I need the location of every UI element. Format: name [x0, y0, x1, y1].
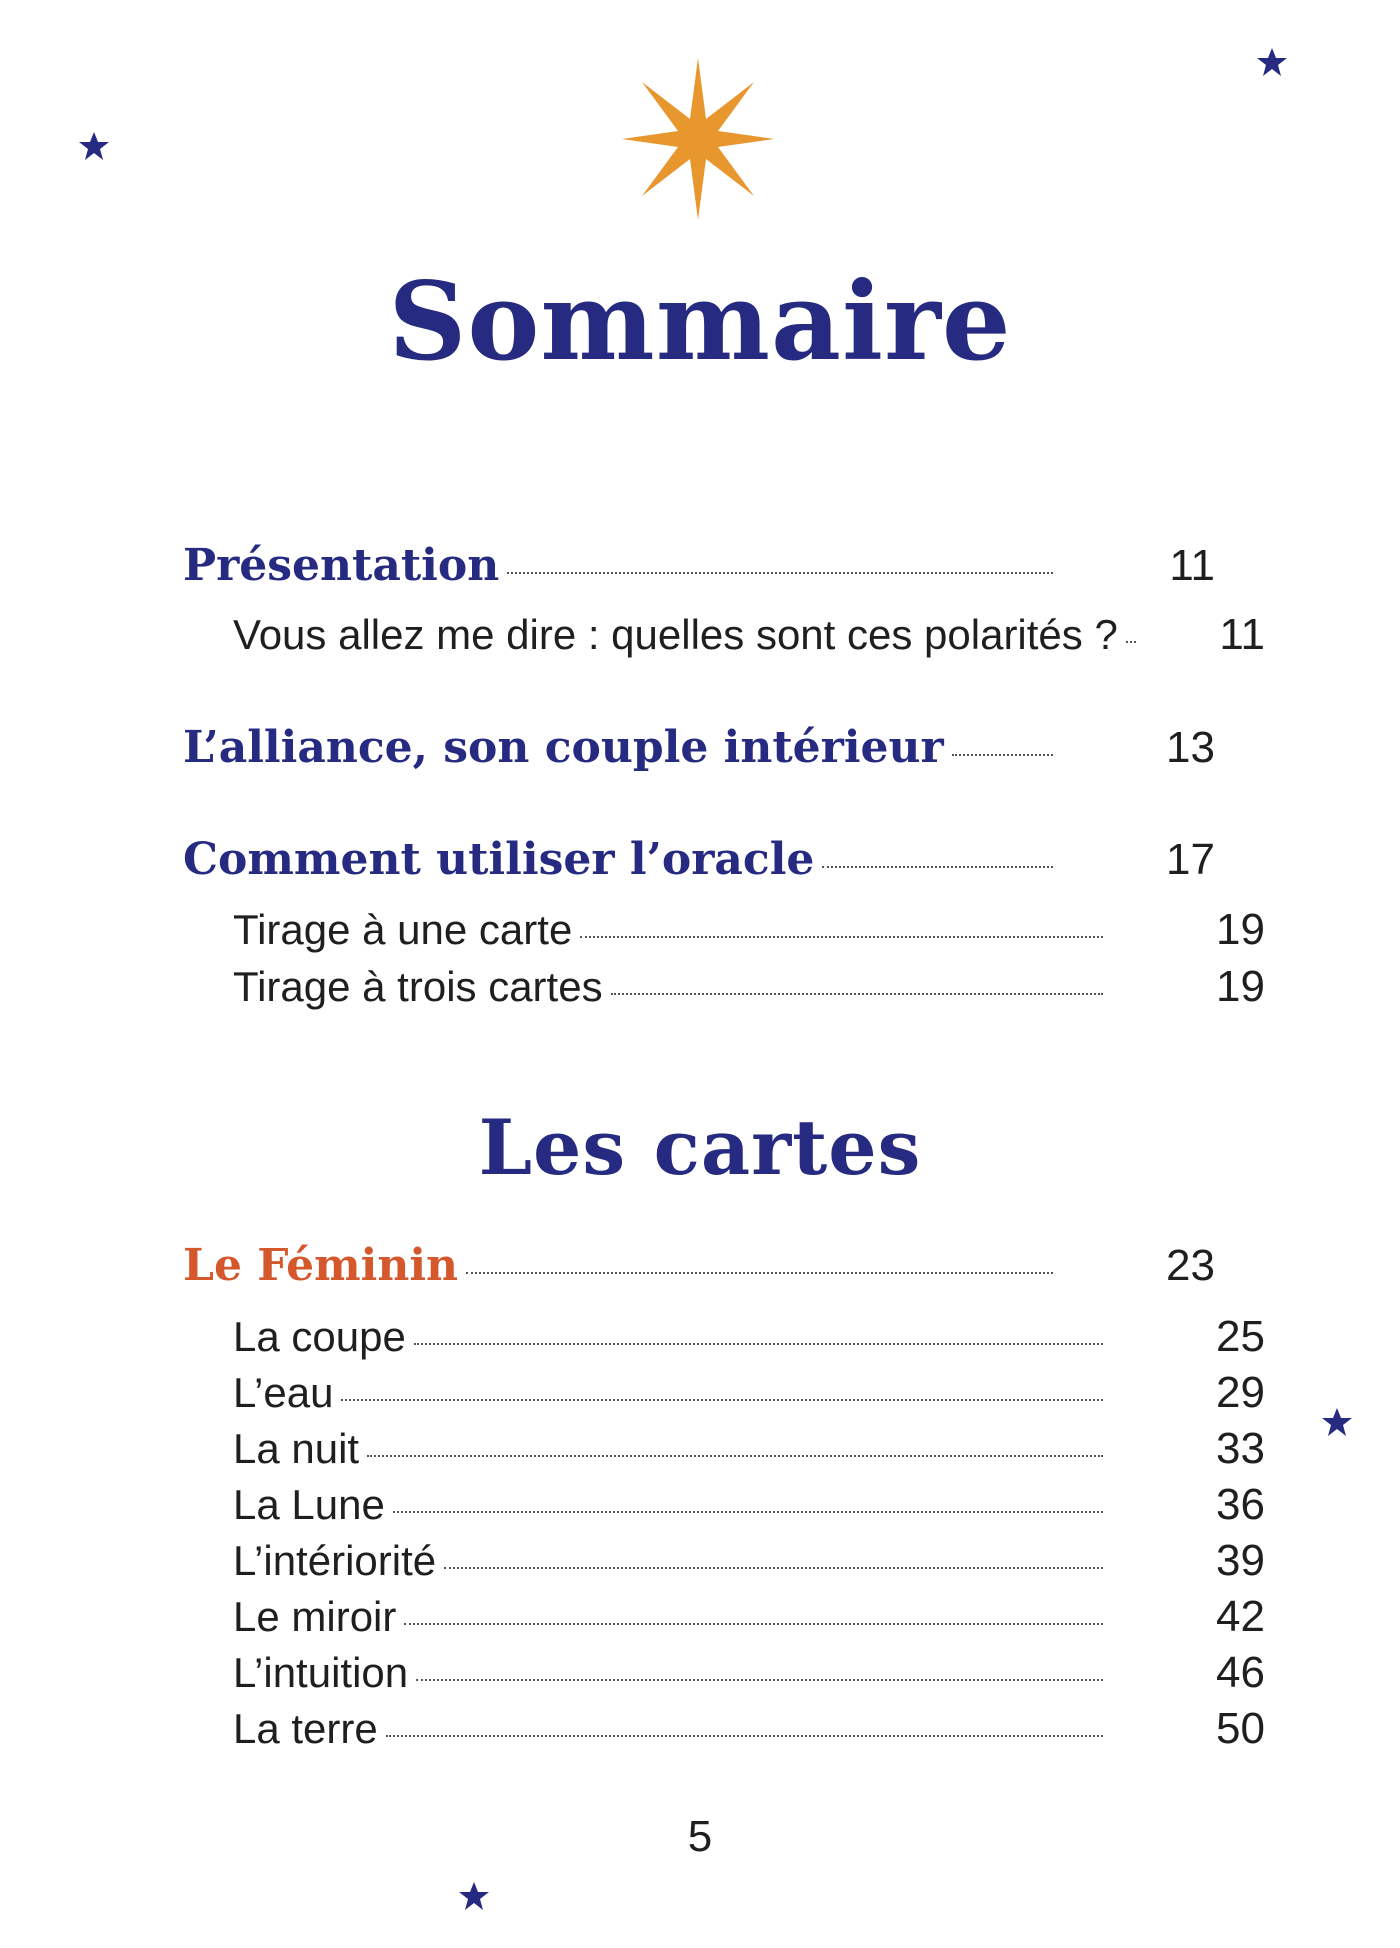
- toc-entry[interactable]: [183, 1592, 1265, 1642]
- toc-page-number: 42: [1216, 1592, 1265, 1641]
- leader-dots: [466, 1272, 1053, 1274]
- toc-entry[interactable]: [183, 1312, 1265, 1362]
- toc-page-number: 29: [1216, 1368, 1265, 1417]
- toc-heading[interactable]: [183, 722, 1215, 773]
- toc-entry-label: L’intuition: [233, 1649, 409, 1696]
- toc-entry-label: Vous allez me dire : quelles sont ces polarités ?: [233, 611, 1118, 658]
- toc-page-number: 39: [1216, 1536, 1265, 1585]
- toc-entry-label: La terre: [233, 1705, 378, 1752]
- leader-dots: [611, 993, 1103, 995]
- leader-dots: [580, 936, 1103, 938]
- leader-dots: [414, 1343, 1103, 1345]
- toc-page-number: 50: [1216, 1704, 1265, 1753]
- toc-page-number: 46: [1216, 1648, 1265, 1697]
- toc-page-number: 36: [1216, 1480, 1265, 1529]
- leader-dots: [386, 1735, 1103, 1737]
- small-star-icon: [457, 1880, 491, 1914]
- toc-entry-label: La coupe: [233, 1313, 406, 1360]
- orange-star-icon: [622, 58, 774, 220]
- leader-dots: [393, 1511, 1103, 1513]
- section-title: Les cartes: [478, 1103, 922, 1192]
- leader-dots: [404, 1623, 1103, 1625]
- leader-dots: [444, 1567, 1103, 1569]
- leader-dots: [952, 754, 1053, 756]
- toc-page-number: 17: [1166, 835, 1215, 884]
- toc-page-number: 33: [1216, 1424, 1265, 1473]
- toc-heading[interactable]: [183, 540, 1215, 591]
- toc-heading-label: Comment utiliser l’oracle: [183, 834, 815, 885]
- small-star-icon: [1320, 1406, 1354, 1440]
- toc-entry-label: L’eau: [233, 1369, 334, 1416]
- page-title: Sommaire: [388, 259, 1012, 385]
- toc-entry-label: Tirage à une carte: [233, 906, 573, 953]
- toc-entry[interactable]: [183, 610, 1265, 660]
- toc-page-number: 19: [1216, 905, 1265, 954]
- toc-entry-label: La nuit: [233, 1425, 360, 1472]
- toc-entry[interactable]: [183, 1480, 1265, 1530]
- toc-entry-label: L’intériorité: [233, 1537, 437, 1584]
- toc-entry[interactable]: [183, 962, 1265, 1012]
- toc-heading[interactable]: [183, 1240, 1215, 1291]
- toc-page-number: 19: [1216, 962, 1265, 1011]
- toc-heading[interactable]: [183, 834, 1215, 885]
- small-star-icon: [1255, 46, 1289, 80]
- leader-dots: [822, 866, 1053, 868]
- toc-entry[interactable]: [183, 1368, 1265, 1418]
- toc-entry-label: Tirage à trois cartes: [233, 963, 603, 1010]
- toc-entry-label: Le miroir: [233, 1593, 397, 1640]
- leader-dots: [507, 572, 1053, 574]
- toc-entry-label: La Lune: [233, 1481, 385, 1528]
- toc-entry[interactable]: [183, 905, 1265, 955]
- toc-page-number: 11: [1169, 541, 1215, 590]
- toc-heading-label: L’alliance, son couple intérieur: [183, 722, 944, 773]
- leader-dots: [367, 1455, 1103, 1457]
- toc-heading-label: Le Féminin: [183, 1240, 459, 1291]
- toc-page-number: 11: [1219, 610, 1265, 659]
- leader-dots: [341, 1399, 1103, 1401]
- toc-page-number: 13: [1166, 723, 1215, 772]
- leader-dots: [1126, 641, 1136, 643]
- toc-entry[interactable]: [183, 1704, 1265, 1754]
- toc-entry[interactable]: [183, 1648, 1265, 1698]
- small-star-icon: [77, 130, 111, 164]
- leader-dots: [416, 1679, 1103, 1681]
- page-number: 5: [687, 1812, 713, 1861]
- toc-entry[interactable]: [183, 1536, 1265, 1586]
- toc-heading-label: Présentation: [183, 540, 500, 591]
- toc-entry[interactable]: [183, 1424, 1265, 1474]
- toc-page-number: 23: [1166, 1241, 1215, 1290]
- toc-page-number: 25: [1216, 1312, 1265, 1361]
